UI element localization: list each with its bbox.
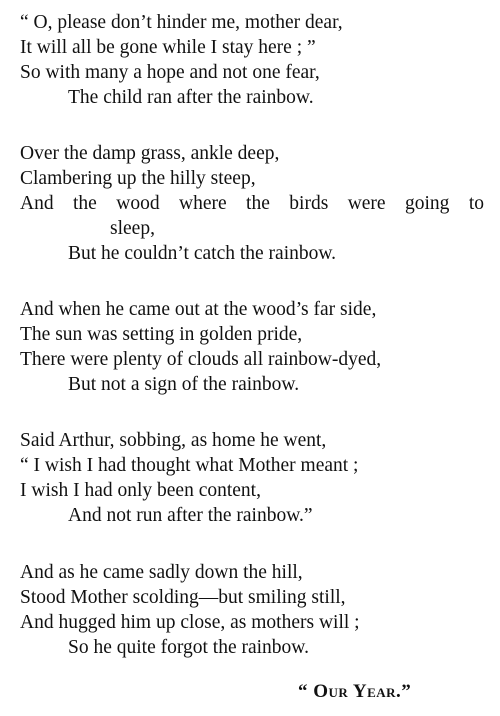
poem-line: It will all be gone while I stay here ; ”	[20, 37, 316, 58]
poem-line: “ O, please don’t hinder me, mother dear,	[20, 12, 343, 33]
poem-line: Said Arthur, sobbing, as home he went,	[20, 430, 327, 451]
poem-line: There were plenty of clouds all rainbow-dyed,	[20, 349, 382, 370]
poem-line: Stood Mother scolding—but smiling still,	[20, 587, 346, 608]
poem-line: And as he came sadly down the hill,	[20, 562, 303, 583]
poem-line: And when he came out at the wood’s far side,	[20, 299, 377, 320]
poem-line: “ I wish I had thought what Mother meant ;	[20, 455, 359, 476]
poem-refrain-line: But he couldn’t catch the rainbow.	[68, 243, 337, 264]
stanza-3	[20, 297, 490, 397]
stanza-2	[20, 141, 490, 266]
poem-line: Over the damp grass, ankle deep,	[20, 143, 280, 164]
poem-line: I wish I had only been content,	[20, 480, 261, 501]
stanza-1	[20, 10, 490, 110]
poem-line: And the wood where the birds were going to	[20, 193, 484, 214]
poem-refrain-line: And not run after the rainbow.”	[68, 505, 313, 526]
poem-refrain-line: The child ran after the rainbow.	[68, 87, 314, 108]
poem-attribution: “ Our Year.”	[298, 681, 412, 702]
poem-line: So with many a hope and not one fear,	[20, 62, 320, 83]
poem-refrain-line: But not a sign of the rainbow.	[68, 374, 300, 395]
poem-refrain-line: So he quite forgot the rainbow.	[68, 637, 309, 658]
poem-line: Clambering up the hilly steep,	[20, 168, 256, 189]
poem-line: And hugged him up close, as mothers will ;	[20, 612, 360, 633]
stanza-4	[20, 428, 490, 528]
stanza-5	[20, 560, 490, 660]
poem-line: The sun was setting in golden pride,	[20, 324, 303, 345]
poem-line-continuation: sleep,	[110, 218, 155, 239]
